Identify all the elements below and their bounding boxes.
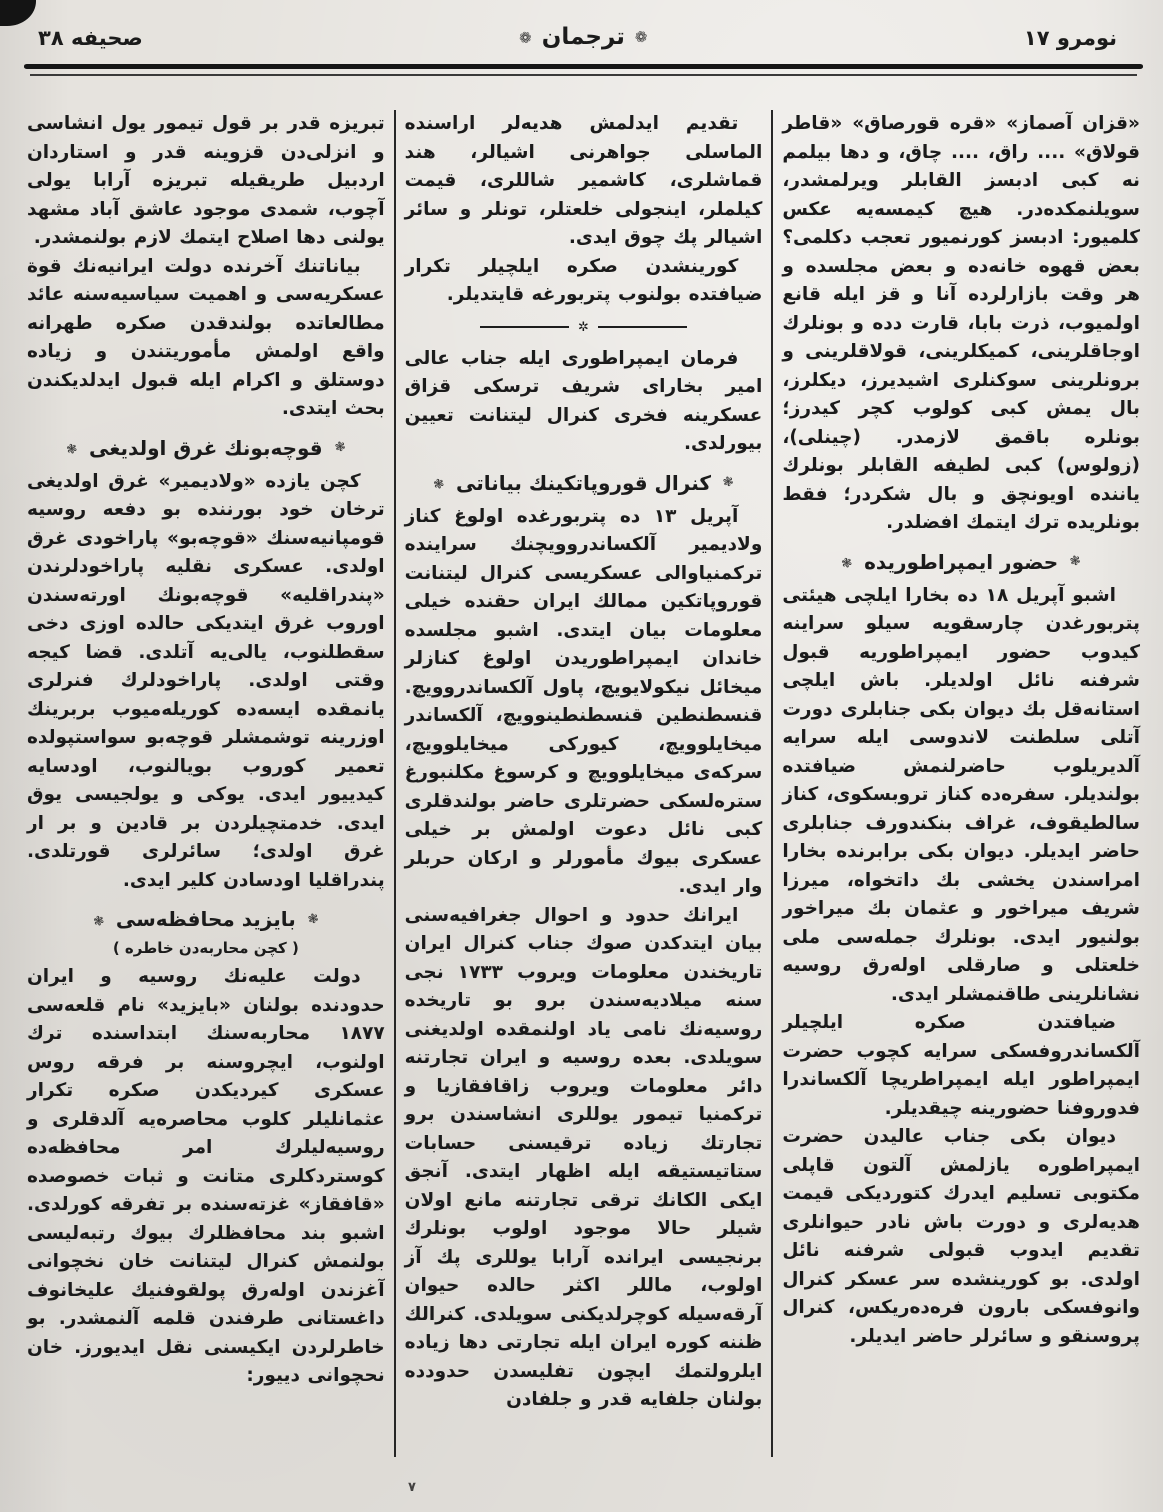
divider-star-icon: ✲ xyxy=(578,319,589,335)
column-divider-rule xyxy=(394,110,396,1457)
paragraph: ديوان بكى جناب عاليدن حضرت ايمپراطوره يازلمش آلتون قاپلى مكتوبى تسليم ايدرك كتورديكى قيمت هديه‌لرى و دورت باش نادر حيوانلرى تقديم ايدوب قبولى شرفنه نائل اولدى. بو كورينشده سر عسكر كنرال وانوفسكى بارون فره‌ده‌ريكس، كنرال پروسنقو و سائرلر حاضر ايديلر. xyxy=(782,1126,1140,1347)
paragraph: اشبو آپريل ١٨ ده بخارا ايلچى هيئتى پتربورغدن چارسقويه سيلو سراينه كيدوب حضور ايمپراطوريه قبول شرفنه نائل اولديلر. باش ايلچى استانه‌قل بك ديوان بكى جنابلرى دورت آتلى سلطنت لاندوسى ايله سرايه آلديريلوب حاضرلنمش ضيافتده بولنديلر. سفره‌ده كناز تروبسكوى، كناز سالطيقوف، غراف بنكندورف جنابلرى حاضر ايديلر. ديوان بكى برابرنده بخارا امراسندن يخشى بك داتخواه، ميرزا شريف ميراخور و عثمان بك ميراخور بولنيور ايدى. بونلرك جمله‌سى ملى خلعتلى و صارقلى اوله‌رق روسيه نشانلرينى طاقنمشلر ايدى. xyxy=(782,584,1140,1005)
newspaper-title xyxy=(517,24,650,50)
column-left xyxy=(20,110,392,1512)
article-heading-text: كنرال قوروپاتكينك بياناتى xyxy=(455,470,711,495)
heading-ornament-icon: ❃ xyxy=(64,438,79,457)
masthead xyxy=(0,0,1163,50)
catchword-mark: ٧ xyxy=(408,1480,416,1495)
article-subheading: ( كچن محاربه‌دن خاطره ) xyxy=(112,939,299,957)
masthead-rule-thin xyxy=(30,74,1137,76)
article-heading xyxy=(27,436,385,460)
masthead-rule-thick xyxy=(24,64,1143,69)
title-ornament-icon: ❁ xyxy=(517,26,534,48)
paragraph: ضيافتدن صكره ايلچيلر آلكساندروفسكى سرايه كچوب حضرت ايمپراطور ايله ايمپراطريچا آلكساندرا فدوروفنا حضورينه چيقديلر. xyxy=(782,1012,1140,1119)
paragraph: كورينشدن صكره ايلچيلر تكرار ضيافتده بولنوب پتربورغه قايتديلر. xyxy=(404,255,763,305)
divider-line xyxy=(480,326,569,329)
section-divider xyxy=(480,320,687,335)
paragraph: تبريزه قدر بر قول تيمور يول انشاسى و انزلى‌دن قزوينه قدر و استاردان اردبيل طريقيله تبريزه آرابا يولى آچوب، شمدى موجود عاشق آباد مشهد يولنى دها اصلاح ايتمك لازم بولنمشدر. xyxy=(26,113,385,248)
heading-ornament-icon: ❃ xyxy=(333,438,348,457)
heading-ornament-icon: ❃ xyxy=(721,473,736,492)
paragraph: تقديم ايدلمش هديه‌لر اراسنده الماسلى جواهرنى اشيالر، هند قماشلرى، كاشمير شاللرى، قيمت كيلملر، اينجولى خلعتلر، تونلر و سائر اشيالر پك چوق ايدى. xyxy=(404,113,763,248)
issue-number-label: نومرو ١٧ xyxy=(1023,26,1117,50)
page-number-label: صحيفه ٣٨ xyxy=(38,26,143,50)
heading-ornament-icon: ❃ xyxy=(91,910,106,928)
columns xyxy=(0,102,1163,1512)
article-heading-text: حضور ايمپراطوريده xyxy=(864,549,1059,574)
paragraph: فرمان ايمپراطورى ايله جناب عالى امير بخاراى شريف ترسكى قزاق عسكرينه فخرى كنرال ليتنانت تعيين بيورلدى. xyxy=(404,347,763,454)
article-heading xyxy=(405,471,763,495)
column-center xyxy=(398,110,770,1512)
paragraph: ايرانك حدود و احوال جغرافيه‌سنى بيان ايتدكدن صوك جناب كنرال ايران تاريخندن معلومات ويروب ١٧٣٣ نجى سنه ميلاديه‌سندن برو بو تاريخده روسيه‌نك نامى ياد اولنمقده اولديغنى سويلدى. بعده روسيه و ايران تجارتنه دائر معلومات ويروب زاقافقازيا و تركمنيا تيمور يوللرى انشاسندن برو تجارتك زياده ترقيسنى حسابات ستاتيستيقه ايله اظهار ايتدى. آنجق ايكى الكانك ترقى تجارتنه مانع اولان شيلر حالا موجود اولوب بونلرك برنجيسى ايرانده آرابا يوللرى پك آز اولوب، ماللر اكثر حالده حيوان آرقه‌سيله كوچرلديكنى سويلدى. كنرالك ظننه كوره ايران ايله تجارتى دها زياده ايلرولتمك ايچون تفليسدن حدودده بولنان جلفايه قدر و جلفادن xyxy=(404,904,763,1410)
article-heading-text: بايزيد محافظه‌سى xyxy=(115,907,296,931)
heading-ornament-icon: ❃ xyxy=(431,473,446,492)
paragraph: آپريل ١٣ ده پتربورغده اولوغ كناز ولاديمير آلكساندروويچنك سراينده تركمنياوالى عسكريسى كنرال ليتنانت قوروپاتكين ممالك ايران حقنده خيلى معلومات بيان ايتدى. اشبو مجلسده خاندان ايمپراطوريدن اولوغ كنازلر ميخائل نيكولايويچ، پاول آلكساندروويچ. قنسطنطين قنسطنطينوويچ، آلكساندر ميخايلوويچ، كيوركى ميخايلوويچ، سركه‌ى ميخايلوويچ و كرسوغ مكلنبورغ ستره‌لسكى حضرتلرى حاضر بولندقلرى كبى نائل دعوت اولمش بر خيلى عسكرى بيوك مأمورلر و اركان حربلر وار ايدى. xyxy=(404,505,763,897)
article-heading xyxy=(782,550,1140,574)
article-heading-text: قوچه‌بونك غرق اولديغى xyxy=(89,435,323,460)
paragraph: كچن يازده «ولاديمير» غرق اولديغى ترخان خود بورننده بو دفعه روسيه قومپانيه‌سنك «قوچه‌بو» پاراخودى غرق اولدى. عسكرى نقليه پاراخودلرندن «پندراقليه» قوچه‌بونك اورته‌سندن اوروب غرق ايتديكى حالده اوزى دخى سقطلنوب، يالى‌يه آتلدى. قضا كيجه وقتى اولدى. پاراخودلرك فنرلرى يانمقده ايسه‌ده كوريله‌ميوب بربرينك اوزرينه توشمشلر قوچه‌بو سواستپولده تعمير كوروب بويالنوب، اودسايه كيدييور ايدى. يوكى و يولجيسى يوق ايدى. خدمتچيلردن بر قادين و بر ار غرق اولدى؛ سائرلرى قورتلدى. پندراقليا اودسادن كلير ايدى. xyxy=(26,470,385,891)
column-right xyxy=(775,110,1147,1512)
paragraph: بياناتنك آخرنده دولت ايرانيه‌نك قوة عسكريه‌سى و اهميت سياسيه‌سنه عائد مطالعاتده بولندقدن صكره طهرانه واقع اولمش مأموريتندن و زياده دوستلق و اكرام ايله قبول ايدلديكندن بحث ايتدى. xyxy=(26,255,385,419)
paragraph: دولت عليه‌نك روسيه و ايران حدودنده بولنان «بايزيد» نام قلعه‌سى ١٨٧٧ محاربه‌سنك ابتداسنده ترك اولنوب، ايچروسنه بر فرقه روس عسكرى كيرديكدن صكره تكرار عثمانليلر كلوب محاصره‌يه آلدقلرى و روسيه‌ليلرك امر محافظه‌ده كوستردكلرى متانت و ثبات خصوصده «قافقاز» غزته‌سنده بر تفرقه كورلدى. اشبو بند محافظلرك بيوك رتبه‌ليسى بولنمش كنرال ليتنانت خان نخچوانى آغزندن اوله‌رق پولقوفنيك عليخانوف داغستانى طرفندن قلمه آلنمشدر. بو خاطرلردن ايكيسنى نقل ايديورز. خان نحچوانى دييور: xyxy=(26,966,385,1386)
paragraph: «قزان آصماز» «قره قورصاق» «قاطر قولاق» .... راق، .... چاق، و دها بيلمم نه كبى ادبسز القابلر ويرلمشدر، سويلنمكده‌در. هيچ كيمسه‌يه عكس كلميور: ادبسز كورنميور تعجب دكلمى؟ بعض قهوه خانه‌ده و بعض مجلسده و هر وقت بازارلرده آنا و قز ايله قانع اولميوب، ذرت بابا، قارت دده و بونلرك اوجاقلرينى، كميكلرينى، قولاقلرينى و برونلرينى سوكنلرى اشيديرز، ديكلرز، بال يمش كبى كولوب كچر كيدرز؛ بونلره باقمق لازمدر. (چينلى)، (زولوس) كبى لطيفه القابلر بونلرك ياننده اويونچق و بال شكردر؛ فقط بونلريده ترك ايتمك افضلدر. xyxy=(782,113,1140,533)
newspaper-title-text: ترجمان xyxy=(541,24,625,50)
heading-ornament-icon: ❃ xyxy=(306,910,321,928)
heading-ornament-icon: ❃ xyxy=(1068,552,1083,571)
article-heading xyxy=(27,907,385,931)
heading-ornament-icon: ❃ xyxy=(839,552,854,571)
column-divider-rule xyxy=(771,110,773,1457)
divider-line xyxy=(598,326,687,329)
title-ornament-icon: ❁ xyxy=(633,26,650,48)
